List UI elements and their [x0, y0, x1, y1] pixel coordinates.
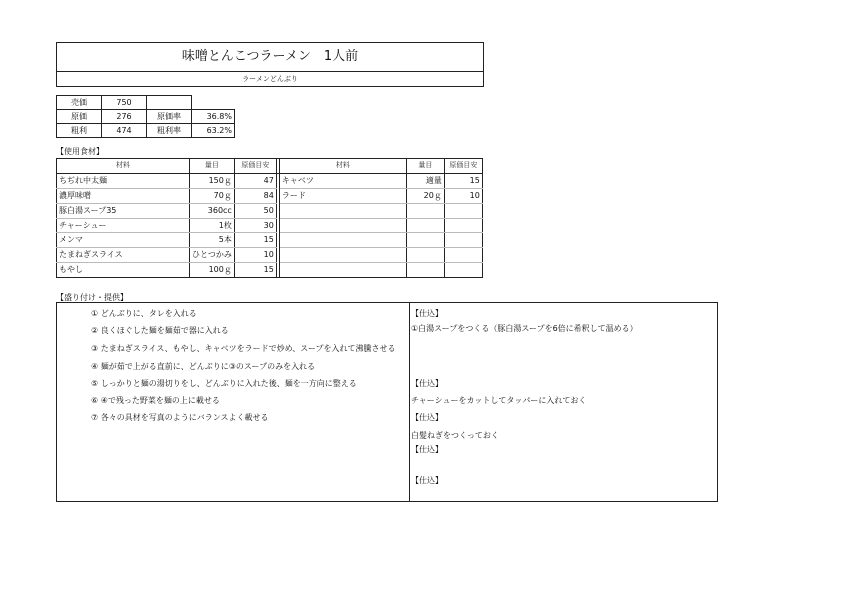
- price-value: 276: [102, 110, 147, 124]
- ingredient-name: [279, 218, 406, 233]
- header-cost: 原価目安: [444, 159, 482, 174]
- ingredient-name: 濃厚味噌: [57, 188, 190, 203]
- step-item: ② 良くほぐした麺を麺茹で器に入れる: [91, 326, 229, 335]
- ingredient-quantity: 150ｇ: [190, 173, 235, 188]
- step-item: ① どんぶりに、タレを入れる: [91, 309, 197, 318]
- price-value2: 36.8%: [192, 110, 235, 124]
- ingredient-quantity: 適量: [406, 173, 444, 188]
- ingredient-quantity: 5本: [190, 233, 235, 248]
- price-value2: [192, 96, 235, 110]
- prep-heading: 【仕込】: [411, 445, 443, 454]
- ingredient-name: ラード: [279, 188, 406, 203]
- ingredient-cost: [444, 218, 482, 233]
- ingredient-name: チャーシュー: [57, 218, 190, 233]
- ingredient-cost: 15: [234, 263, 276, 278]
- ingredient-quantity: 1枚: [190, 218, 235, 233]
- step-item: ③ たまねぎスライス、もやし、キャベツをラードで炒め、スープを入れて沸騰させる: [91, 344, 396, 353]
- title-block: [56, 42, 484, 87]
- step-item: ⑤ しっかりと麺の湯切りをし、どんぶりに入れた後、麺を一方向に整える: [91, 379, 357, 388]
- prep-heading: 【仕込】: [411, 309, 443, 318]
- prep-note: チャーシューをカットしてタッパーに入れておく: [411, 396, 587, 405]
- ingredient-row: [57, 203, 483, 218]
- header-quantity: 量目: [190, 159, 235, 174]
- ingredient-quantity: [406, 203, 444, 218]
- ingredient-name: [279, 248, 406, 263]
- ingredient-name: キャベツ: [279, 173, 406, 188]
- ingredient-cost: 10: [234, 248, 276, 263]
- ingredient-quantity: ひとつかみ: [190, 248, 235, 263]
- ingredient-cost: [444, 203, 482, 218]
- steps-column: [57, 303, 410, 501]
- price-label2: [147, 96, 192, 110]
- prep-note: 白髪ねぎをつくっておく: [411, 431, 499, 440]
- ingredient-cost: 10: [444, 188, 482, 203]
- page-title: 味噌とんこつラーメン 1人前: [57, 43, 483, 72]
- ingredient-cost: 30: [234, 218, 276, 233]
- ingredient-name: たまねぎスライス: [57, 248, 190, 263]
- ingredient-row: [57, 263, 483, 278]
- prep-note: ①白湯スープをつくる（豚白湯スープを6倍に希釈して温める）: [411, 324, 638, 333]
- ingredients-header-row: [57, 159, 483, 174]
- ingredient-name: ちぢれ中太麺: [57, 173, 190, 188]
- prep-heading: 【仕込】: [411, 413, 443, 422]
- ingredient-quantity: [406, 218, 444, 233]
- price-value: 474: [102, 124, 147, 138]
- plating-label: 【盛り付け・提供】: [56, 293, 128, 302]
- ingredient-row: [57, 188, 483, 203]
- ingredient-cost: 50: [234, 203, 276, 218]
- ingredients-table: [56, 158, 483, 278]
- price-label: 売価: [57, 96, 102, 110]
- price-value: 750: [102, 96, 147, 110]
- ingredient-quantity: [406, 233, 444, 248]
- price-row: [57, 110, 235, 124]
- ingredient-row: [57, 233, 483, 248]
- bowl-subtitle: ラーメンどんぶり: [242, 75, 298, 83]
- price-label2: 粗利率: [147, 124, 192, 138]
- ingredient-quantity: [406, 263, 444, 278]
- header-material: 材料: [279, 159, 406, 174]
- header-material: 材料: [57, 159, 190, 174]
- price-label: 原価: [57, 110, 102, 124]
- ingredient-name: [279, 263, 406, 278]
- ingredient-cost: 47: [234, 173, 276, 188]
- ingredient-row: [57, 173, 483, 188]
- ingredient-cost: [444, 263, 482, 278]
- ingredient-row: [57, 218, 483, 233]
- ingredient-cost: 84: [234, 188, 276, 203]
- ingredient-name: 豚白湯スープ35: [57, 203, 190, 218]
- header-cost: 原価目安: [234, 159, 276, 174]
- ingredient-quantity: 20ｇ: [406, 188, 444, 203]
- ingredients-label: 【使用食材】: [56, 147, 104, 156]
- ingredient-quantity: 70ｇ: [190, 188, 235, 203]
- step-item: ④ 麺が茹で上がる直前に、どんぶりに③のスープのみを入れる: [91, 362, 316, 371]
- price-label: 粗利: [57, 124, 102, 138]
- header-quantity: 量目: [406, 159, 444, 174]
- price-row: [57, 96, 235, 110]
- ingredient-cost: [444, 233, 482, 248]
- ingredient-quantity: 360cc: [190, 203, 235, 218]
- ingredient-name: メンマ: [57, 233, 190, 248]
- ingredient-quantity: [406, 248, 444, 263]
- price-value2: 63.2%: [192, 124, 235, 138]
- ingredient-name: [279, 203, 406, 218]
- ingredient-quantity: 100ｇ: [190, 263, 235, 278]
- price-row: [57, 124, 235, 138]
- prep-heading: 【仕込】: [411, 379, 443, 388]
- step-item: ⑥ ④で残った野菜を麺の上に載せる: [91, 396, 220, 405]
- price-table: [56, 95, 235, 138]
- ingredient-name: もやし: [57, 263, 190, 278]
- steps-box: [56, 302, 718, 502]
- ingredient-cost: 15: [234, 233, 276, 248]
- ingredient-cost: 15: [444, 173, 482, 188]
- ingredient-row: [57, 248, 483, 263]
- price-label2: 原価率: [147, 110, 192, 124]
- prep-heading: 【仕込】: [411, 476, 443, 485]
- step-item: ⑦ 各々の具材を写真のようにバランスよく載せる: [91, 413, 269, 422]
- ingredient-cost: [444, 248, 482, 263]
- ingredient-name: [279, 233, 406, 248]
